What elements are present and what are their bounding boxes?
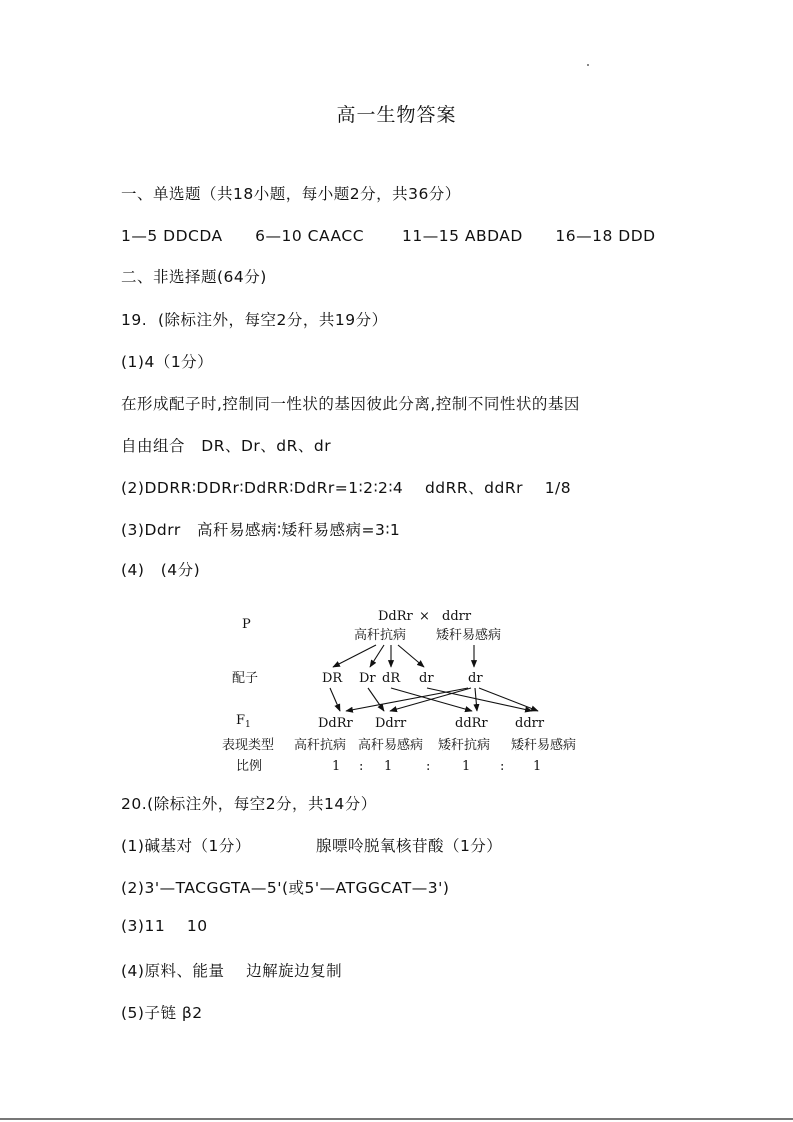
arrow-p1-to-dr <box>398 645 424 667</box>
parent1-phenotype: 高秆抗病 <box>354 628 407 643</box>
f1-genotype-3: ddRr <box>455 716 488 731</box>
ratio-value-4: 1 <box>533 759 542 774</box>
ratio-value-1: 1 <box>332 759 341 774</box>
f1-genotype-4: ddrr <box>515 716 545 731</box>
gamete-p1-3: dR <box>382 671 401 686</box>
label-p: P <box>242 617 251 632</box>
page-bottom-border <box>0 1118 793 1120</box>
f1-phenotype-3: 矮秆抗病 <box>438 738 491 753</box>
section-single-choice-heading: 一、单选题（共18小题，每小题2分，共36分） <box>121 185 461 203</box>
q20-part4: (4)原料、能量 边解旋边复制 <box>121 962 343 980</box>
q20-part5: (5)子链 β2 <box>121 1004 203 1022</box>
cross-symbol: × <box>419 609 430 624</box>
arrow-p2dr-to-DdRr <box>346 688 468 711</box>
q19-part4: (4) (4分) <box>121 561 201 579</box>
arrow-p1-to-DR <box>333 645 376 667</box>
single-choice-answers: 1—5 DDCDA 6—10 CAACC 11—15 ABDAD 16—18 DDD <box>121 227 656 245</box>
q20-part2: (2)3'—TACGGTA—5'(或5'—ATGGCAT—3') <box>121 879 450 897</box>
arrow-p1-to-Dr <box>370 645 384 667</box>
page-title: 高一生物答案 <box>336 104 457 126</box>
gamete-p1-1: DR <box>322 671 343 686</box>
ratio-value-2: 1 <box>384 759 393 774</box>
q19-part1: (1)4（1分） <box>121 353 214 371</box>
label-phenotype: 表现类型 <box>222 738 275 753</box>
parent2-phenotype: 矮秆易感病 <box>436 628 502 643</box>
q19-part1-continued: 自由组合 DR、Dr、dR、dr <box>121 437 332 455</box>
q20-part3: (3)11 10 <box>121 917 208 935</box>
parent2-genotype: ddrr <box>442 609 472 624</box>
ratio-separator-2: : <box>426 759 431 774</box>
q20-part1: (1)碱基对（1分） 腺嘌呤脱氧核苷酸（1分） <box>121 837 503 855</box>
arrow-dr-to-ddrr <box>427 688 532 711</box>
section-non-choice-heading: 二、非选择题(64分) <box>121 268 267 286</box>
f1-genotype-2: Ddrr <box>375 716 407 731</box>
label-f1: $F_1$ <box>236 713 251 730</box>
gamete-p1-4: dr <box>419 671 434 686</box>
q19-part3: (3)Ddrr 高秆易感病∶矮秆易感病=3∶1 <box>121 521 401 539</box>
f1-phenotype-1: 高秆抗病 <box>294 738 347 753</box>
arrow-p2dr-to-ddrr <box>479 688 538 711</box>
arrow-Dr-to-Ddrr <box>368 688 384 711</box>
arrow-p2dr-to-ddRr <box>475 688 477 711</box>
scan-speck <box>587 64 589 66</box>
arrow-DR-to-DdRr <box>330 688 340 711</box>
q19-part1-explanation: 在形成配子时,控制同一性状的基因彼此分离,控制不同性状的基因 <box>121 395 580 413</box>
label-gametes: 配子 <box>232 671 259 686</box>
f1-phenotype-4: 矮秆易感病 <box>511 738 577 753</box>
label-ratio: 比例 <box>236 759 263 774</box>
genetic-cross-diagram <box>222 600 602 780</box>
parent1-genotype: DdRr <box>378 609 413 624</box>
q19-part2: (2)DDRR∶DDRr∶DdRR∶DdRr=1∶2∶2∶4 ddRR、ddRr 1/8 <box>121 479 572 497</box>
gamete-p1-2: Dr <box>359 671 376 686</box>
q19-heading: 19. (除标注外，每空2分，共19分） <box>121 311 388 329</box>
q20-heading: 20.(除标注外，每空2分，共14分） <box>121 795 377 813</box>
ratio-separator-1: : <box>359 759 364 774</box>
f1-genotype-1: DdRr <box>318 716 353 731</box>
gamete-p2: dr <box>468 671 483 686</box>
ratio-value-3: 1 <box>462 759 471 774</box>
ratio-separator-3: : <box>500 759 505 774</box>
f1-phenotype-2: 高秆易感病 <box>358 738 424 753</box>
